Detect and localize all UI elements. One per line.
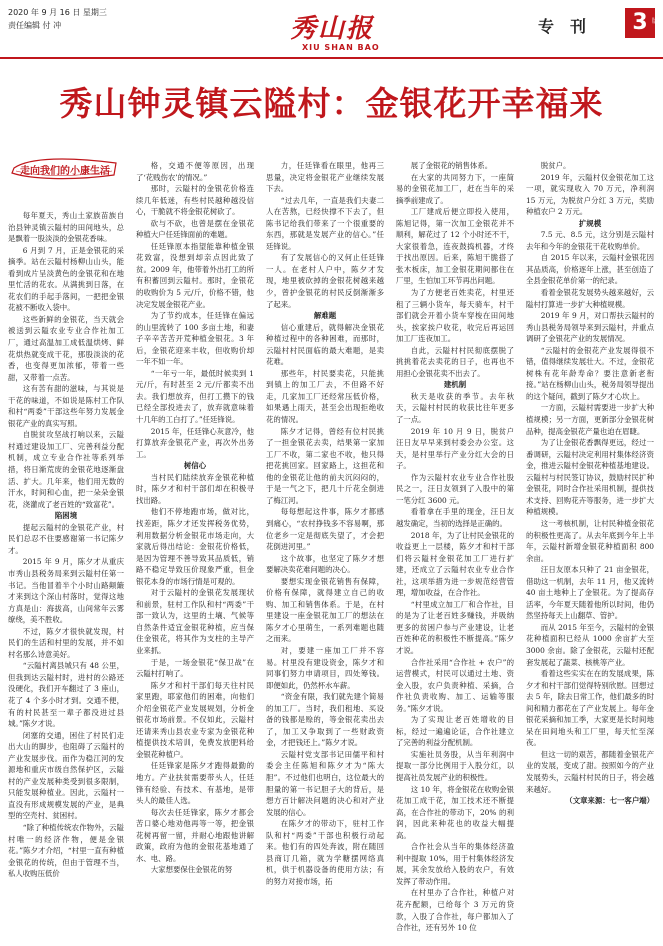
paragraph: 在大家的共同努力下，一座简易的金银花加工厂，赶在当年的采摘季前建成了。	[396, 172, 514, 205]
paragraph: 看着这些实实在在的发展成果，陈夕才和村干部们觉得特别欣慰。回想过去 5 年，除去日常工作，他们最多的时间和精力都花在了产业发展上。每年金银花采摘和加工季，大家更是长时间地呆在田间地头和工厂里，每天忙至深夜。	[526, 669, 654, 748]
paragraph: 2019 年 9 月，对口帮扶云隘村的秀山县税务局领导来到云隘村，并重点调研了金银花产业的发展情况。	[526, 311, 654, 344]
paragraph: “除了种植传统农作物外，云隘村唯一的经济作物，便是金银花。”陈夕才介绍，“村里一直有种植金银花的传统，但由于管理不当，私人收购压低价	[8, 822, 124, 879]
paragraph: 秋天是收获的季节。去年秋天，云隘村村民的收获比往年更多了一点。	[396, 391, 514, 425]
paragraph: 6 月到 7 月，正是金银花的采摘季。站在云隘村杨柳山山头，能看到成片呈淡黄色的金银花和在地里忙活的花农。从满挑到日落，在花农们的手起手落间，一把把金银花被不断收入袋中。	[8, 245, 124, 313]
paragraph: 2015 年 9 月，陈夕才从重庆市秀山县税务局来到云隘村任第一书记。当他冒着半个小时山路颠簸才来到这个深山村落时，觉得这地方真是山：海拔高，山间常年云雾缭绕，美不胜收。	[8, 557, 124, 625]
paragraph: 2019 年 10 月 9 日，脱贫户汪日友早早来到村委会办公室。这天，是村里举行产业分红大会的日子。	[396, 426, 514, 471]
article-column-4	[396, 160, 514, 938]
page-number-badge	[625, 8, 655, 38]
paragraph: “一年亏一年，最低时候卖到 1 元/斤，有时甚至 2 元/斤都卖不出去。我们想放弃，但打工攒下的钱已经全部投进去了，放弃就意味着十几年的工白打了。”任廷锋说。	[136, 368, 254, 425]
paragraph: 一方面，云隘村需要进一步扩大种植规模；另一方面，更新部分金银花树品种，提高金银花产量也迫在眉睫。	[526, 403, 654, 436]
paragraph: 这个故事，也坚定了陈夕才想要解决卖花难问题的决心。	[266, 553, 384, 575]
masthead	[0, 0, 663, 58]
paragraph: “过去几年，一直是我们夫妻二人在苦熬，已经快撑不下去了，但陈书记给我们带来了一个很重要的东西，那就是发展产业的信心。”任廷锋说。	[266, 195, 384, 251]
paragraph: 不过，陈夕才很快就发现，村民们的生活和村里的发展，并不如村名那么诗意美好。	[8, 626, 124, 659]
paragraph: 每次去任廷锋家，陈夕才都会苦口婆心地劝他再等一等，把金银花树再留一留，并耐心地跟他讲解政策，政府为他的金银花基地通了水、电、路。	[136, 807, 254, 863]
paragraph: 作为云隘村农业专业合作社股民之一，汪日友领到了入股中的第一笔分红 3600 元。	[396, 472, 514, 505]
paragraph: 工厂建成后便立即投入使用，陈旭记得，第一次加工金银花并不顺利，解花过了 12 个小时还不干，大家很着急，连夜鼓捣机器，才终于找出原因。后来，陈旭干脆搭了张木板床，加工金银花期间都住在厂里，生怕加工环节再出问题。	[396, 207, 514, 286]
paragraph: 那些年，村民要卖花，只能挑到镇上的加工厂去，不但路不好走，几家加工厂还经常压低价格，如果遇上雨天，甚至会出现拒绝收花的情况。	[266, 368, 384, 425]
paragraph: 大家想要保住金银花的努	[150, 865, 233, 875]
paragraph: 提起云隘村的金银花产业，村民们总忍不住要感谢第一书记陈夕才。	[8, 522, 124, 555]
paragraph: 要想实现金银花销售有保障，价格有保障，就得建立自己的收购、加工和销售体系。于是，在村里建设一座金银花加工厂的想法在陈夕才心里萌生，一系列难题也随之而来。	[266, 576, 384, 644]
paragraph: 对，要建一座加工厂并不容易。村里没有建设资金，陈夕才和同事们努力申请项目，四处筹钱。即便如此，仍然杯水车薪。	[266, 645, 384, 690]
paragraph: 于是，一场金银花“保卫战”在云隘村打响了。	[136, 657, 254, 679]
paragraph: 展了金银花的销售体系。	[410, 161, 493, 170]
paragraph: 对于云隘村的金银花发展现状和前景，驻村工作队和村“两委”干部一致认为，这里的土壤、气候等自然条件适宜金银花种植，应当保住金银花，将其作为支柱的主导产业来抓。	[136, 588, 254, 655]
column-banner	[10, 155, 120, 181]
article-column-5	[526, 160, 654, 938]
paragraph: 7.5 元、8.5 元，这分别是云隘村去年和今年的金银花干花收购单价。	[526, 230, 654, 251]
paragraph: 自此，云隘村村民彻底摆脱了挑挑着花去卖花的日子，也再也不用担心金银花卖不出去了。	[396, 345, 514, 378]
paragraph: 那时，云隘村的金银花价格连续几年低迷，有些村民越种越没信心，干脆就不将金银花树砍了。	[136, 184, 254, 217]
paragraph: 看着拿在手里的现金，汪日友越发确定，当初的选择是正确的。	[396, 507, 514, 528]
section-title: 专刊	[538, 17, 603, 36]
subheading: 建机制	[443, 380, 467, 390]
paragraph: 他们不停地跑市场，做对比，找差距，陈夕才还发挥税务优势，利用数据分析金银花市场走向，大家就后得出结论：金银花价格低，是因为管理不善导致其品质低，销路不稳定导致压价现象严重，但金银花本身的市场行情是可观的。	[136, 507, 254, 586]
paragraph: 这一考核机制，让村民种植金银花的积极性更高了。从去年底到今年上半年，云隘村新增金银花种植面积 800 余亩。	[526, 518, 654, 563]
date-line: 2020 年 9 月 16 日 星期三	[8, 8, 107, 17]
paragraph: 实施社员务股，从当年利润中提取一部分比例用于入股分红，以提高社员发展产业的积极性。	[396, 749, 514, 782]
paper-pinyin: XIU SHAN BAO	[302, 43, 380, 52]
page-number: 3	[632, 10, 648, 35]
paragraph: 云隘村党支部书记田儒平和村委会主任陈旭和陈夕才为“陈大胆”。不过他们也明白，这位最大的胆量的第一书记胆子大的背后，是想方百计解决问题的决心和对产业发展的信心。	[266, 749, 384, 817]
headline: 秀山钟灵镇云隘村：金银花开幸福来	[59, 84, 604, 123]
paragraph: 格，交通不便等原因，出现了‘花贱伤农’的情况。”	[136, 161, 254, 182]
paragraph: 信心重建后，就得解决金银花种植过程中的各种困难，而那时，云隘村村民面临的最大难题，是卖花难。	[266, 322, 384, 367]
paragraph: 为了让金银花香飘得更远，经过一番调研，云隘村决定利用村集体经济资金，推进云隘村金银花种植基地建设。云隘村与村民签订协议，鼓励村民扩种金银花，同时合作社采用机制，提供技术支持、回购花卉等服务，进一步扩大种植规模。	[526, 438, 654, 517]
paragraph: 合作社会从当年的集体经济盈利中提取 10%，用于村集体经济发展，其余发放给入股的农户，有效发挥了带动作用。	[396, 842, 514, 886]
paragraph: 有了发展信心的又何止任廷锋一人。在老村人户中，陈夕才发现，地里被砍掉的金银花树越来越少，曾护金银花的村民反倒渐渐多了起来。	[266, 253, 384, 309]
paragraph: 看着金银花发展势头越来越好，云隘村打算进一步扩大种植规模。	[526, 288, 654, 309]
paragraph: 2018 年，为了让村民金银花的收益更上一层楼，陈夕才和村干部们将云隘村金银花加工厂进行扩建，还成立了云隘村农业专业合作社，这项举措为进一步规范经营管理，增加收益，在合作社。	[396, 530, 514, 598]
subheading: 扩规模	[578, 218, 602, 228]
paragraph: 这有苦有甜的滋味，与其说是干花的味道，不如说是陈村工作队和村“两委”干部这些年努力发展金银花产业的真实写照。	[8, 384, 124, 428]
banner-text: 走向我们的小康生活	[20, 166, 110, 177]
paragraph: “资金有限，我们就先建个简易的加工厂。当时，我们租地、买设备的钱都是赊的，等金银花卖出去了，加工又争取到了一些财政资金，才把钱还上。”陈夕才说。	[266, 692, 384, 748]
paragraph: 但这一切的艰苦，都随着金银花产业的发展，变成了甜。按照如今的产业发展势头，云隘村村民的日子，将会越来越好。	[526, 749, 654, 794]
paragraph: “云隘村离县城只有 48 公里，但我到达云隘村时，进村的公路还没硬化，我们开车翻过了 3 座山，花了 4 个多小时才到。交通不便，有的村民甚至一辈子都没进过县城。”陈夕才说。	[8, 661, 124, 729]
article-column-3	[266, 160, 384, 938]
paragraph: 任廷锋原本指望能靠种植金银花致富，没想到却亲点因此致了贫。2009 年，他带着外出打工的所有积蓄回到云隘村。那时，金银花的收购价为 5 元/斤，价格不错，他决定发展金银花产业。	[136, 241, 254, 309]
subheading: 树信心	[183, 461, 207, 471]
paragraph: 而从 2015 年至今，云隘村的金银花种植面积已经从 1000 余亩扩大至 3000 余亩。除了金银花，云隘村还配套发展起了蔬菜、核桃等产业。	[526, 622, 654, 667]
paragraph: 闭塞的交通，困住了村民们走出大山的脚步，也阻碍了云隘村的产业发展步伐。而作为稳江河的发源地和重庆市级自然保护区，云隘村的产业发展种类受到很多限制，只能发展种植业。因此，云隘村一直没有形成规模发展的产业，是典型的空壳村、贫困村。	[8, 730, 124, 821]
paragraph: 在村里办了合作社，种植户对花卉配额，已给每个 3 万元的贷款，入股了合作社，每户都加入了合作社，还有另外 10 位	[396, 888, 514, 933]
paragraph: 自 2015 年以来，云隘村金银花因其品质高，价格逐年上涨，甚至创造了全县金银花单价第一的纪录。	[526, 253, 654, 286]
paragraph: 这 10 年，将金银花在收购金银花加工成干花，加工技术还不断提高，在合作社的带动下，20% 的利润，因此来种花也的收益大幅提高。	[396, 784, 514, 840]
issue-meta	[8, 6, 107, 32]
paragraph: “村里成立加工厂和合作社，目的是为了让老百姓多赚钱，并吸纳更多的贫困户参与产业建设，让老百姓种花的积极性不断提高。”陈夕才说。	[396, 599, 514, 655]
paragraph: 陈夕才和村干部们每天往村民家里跑，耶家他们的困难，向他们介绍金银花产业发展规划，分析金银花市场前景。不仅如此，云隘村还请来秀山县农业专家为金银花种植提供技术培训，免费发放肥料给金银花种植户。	[136, 680, 254, 759]
paragraph: 这些新鲜的金银花，当天就会被送到云隘农业专业合作社加工厂，通过高温加工成低温烘烤、鲜花烘热就变成干花，那股淡淡的花香，也变得更加浓郁，带着一些甜，又带着一点苦。	[8, 314, 124, 382]
paragraph: 为了实现让老百姓增收的目标，经过一遍遍论证，合作社建立了完善的利益分配机制。	[396, 715, 514, 748]
paragraph: 力，任廷锋看在眼里，他再三思量，决定将金银花产业继续发展下去。	[266, 161, 384, 194]
source-credit: （文章来源：七一客户端）	[565, 796, 654, 806]
paper-logo: 秀山报	[290, 14, 375, 44]
article-column-2	[136, 160, 254, 938]
subheading: 解难题	[313, 311, 337, 321]
paragraph: “云隘村的金银花产业发展得很不错，值得继续发展壮大。不过，金银花树株有花年龄寿命？要注意新老衔接。”站在杨柳山山头，税务局领导提出的这个疑问，戳到了陈夕才心坎上。	[526, 345, 654, 401]
page-unit: 版	[652, 18, 659, 25]
paragraph: 为了节约成本，任廷锋在偏远的山里流转了 100 多亩土地，和妻子辛辛苦苦开荒种植金银花。3 年后，金银花迎来丰收，但收购价却一年不如一年。	[136, 311, 254, 367]
paragraph: 汪日友原本只种了 21 亩金银花，借助这一机制，去年 11 月，他又流转 40 亩土地种上了金银花。为了提高存活率，今年夏天随着他所以时间，他仍然坚持每天上山翻草、管护。	[526, 565, 654, 621]
paragraph: 每每想起这件事，陈夕才都感到痛心，“农村挣钱多不容易啊，那位老乡一定是彻底失望了，才会把花倒进河里。”	[266, 507, 384, 552]
article-column-1	[8, 210, 124, 938]
paragraph: 陈夕才记得，曾经有位村民挑了一担金银花去卖，结果第一家加工厂不收，第二家也不收，他只得把花挑回家。回家路上，这担花和他的金银花让他的前夫沉闷闷的，于是一气之下，把几十斤花全倒进了梅江河。	[266, 426, 384, 505]
paragraph: 脱贫户。	[540, 161, 571, 170]
subheading: 陷困境	[54, 511, 78, 521]
masthead-rule	[0, 57, 663, 59]
paragraph: 每年夏天，秀山土家族苗族自治县钟灵镇云隘村的田间地头，总是飘着一股淡淡的金银花香味。	[8, 211, 124, 244]
paragraph: 当村民们陆续放弃金银花种植时，陈夕才和村干部们却在积极寻找出路。	[136, 472, 254, 505]
editor-line: 责任编辑 付 冲	[8, 21, 62, 30]
paragraph: 为了方便老百姓卖花，村里还租了三辆小货车，每天骑车，村干部们就会开着小货车穿梭在田间地头，挨家挨户收花，收完后再运回加工厂连夜加工。	[396, 288, 514, 344]
paragraph: 砍与不砍，也曾是摆在金银花种植大户任廷锋面前的难题。	[136, 218, 254, 240]
paragraph: 2019 年，云隘村仅金银花加工这一项，就实现收入 70 万元，净利润 15 万元，为脱贫户分红 3 万元，奖励种植农户 2 万元。	[526, 172, 654, 217]
paragraph: 自脱贫攻坚战打响以来，云隘村通过建设加工厂、完善利益分配机制，成立专业合作社等系列举措，将日渐荒废的金银花地逐渐盘活、扩大。几年来，他们用无数的汗水，时间和心血，把一朵朵金银花，浇灌成了老百姓的“致富花”。	[8, 430, 124, 509]
paragraph: 2015 年，任廷锋心灰意冷，他打算放弃金银花产业，再次外出务工。	[136, 426, 254, 459]
paragraph: 任廷锋家是陈夕才跑得最勤的地方。产业扶贫需要带头人，任廷锋有经验、有技术、有基地，是带头人的最佳人选。	[136, 761, 254, 806]
paragraph: 在陈夕才的带动下，驻村工作队和村“两委”干部也积极行动起来。他们有的四处奔波，附在随回县商订几箱，就为学糖摆网络真机，供于机器设备的使用方法；有的努力对接市场，拓	[266, 819, 384, 886]
paragraph: 合作社采用“合作社 + 农户”的运营模式，村民可以通过土地、资金入股，农户负责种植、采摘，合作社负责收购、加工、运输等服务。”陈夕才说。	[396, 657, 514, 713]
